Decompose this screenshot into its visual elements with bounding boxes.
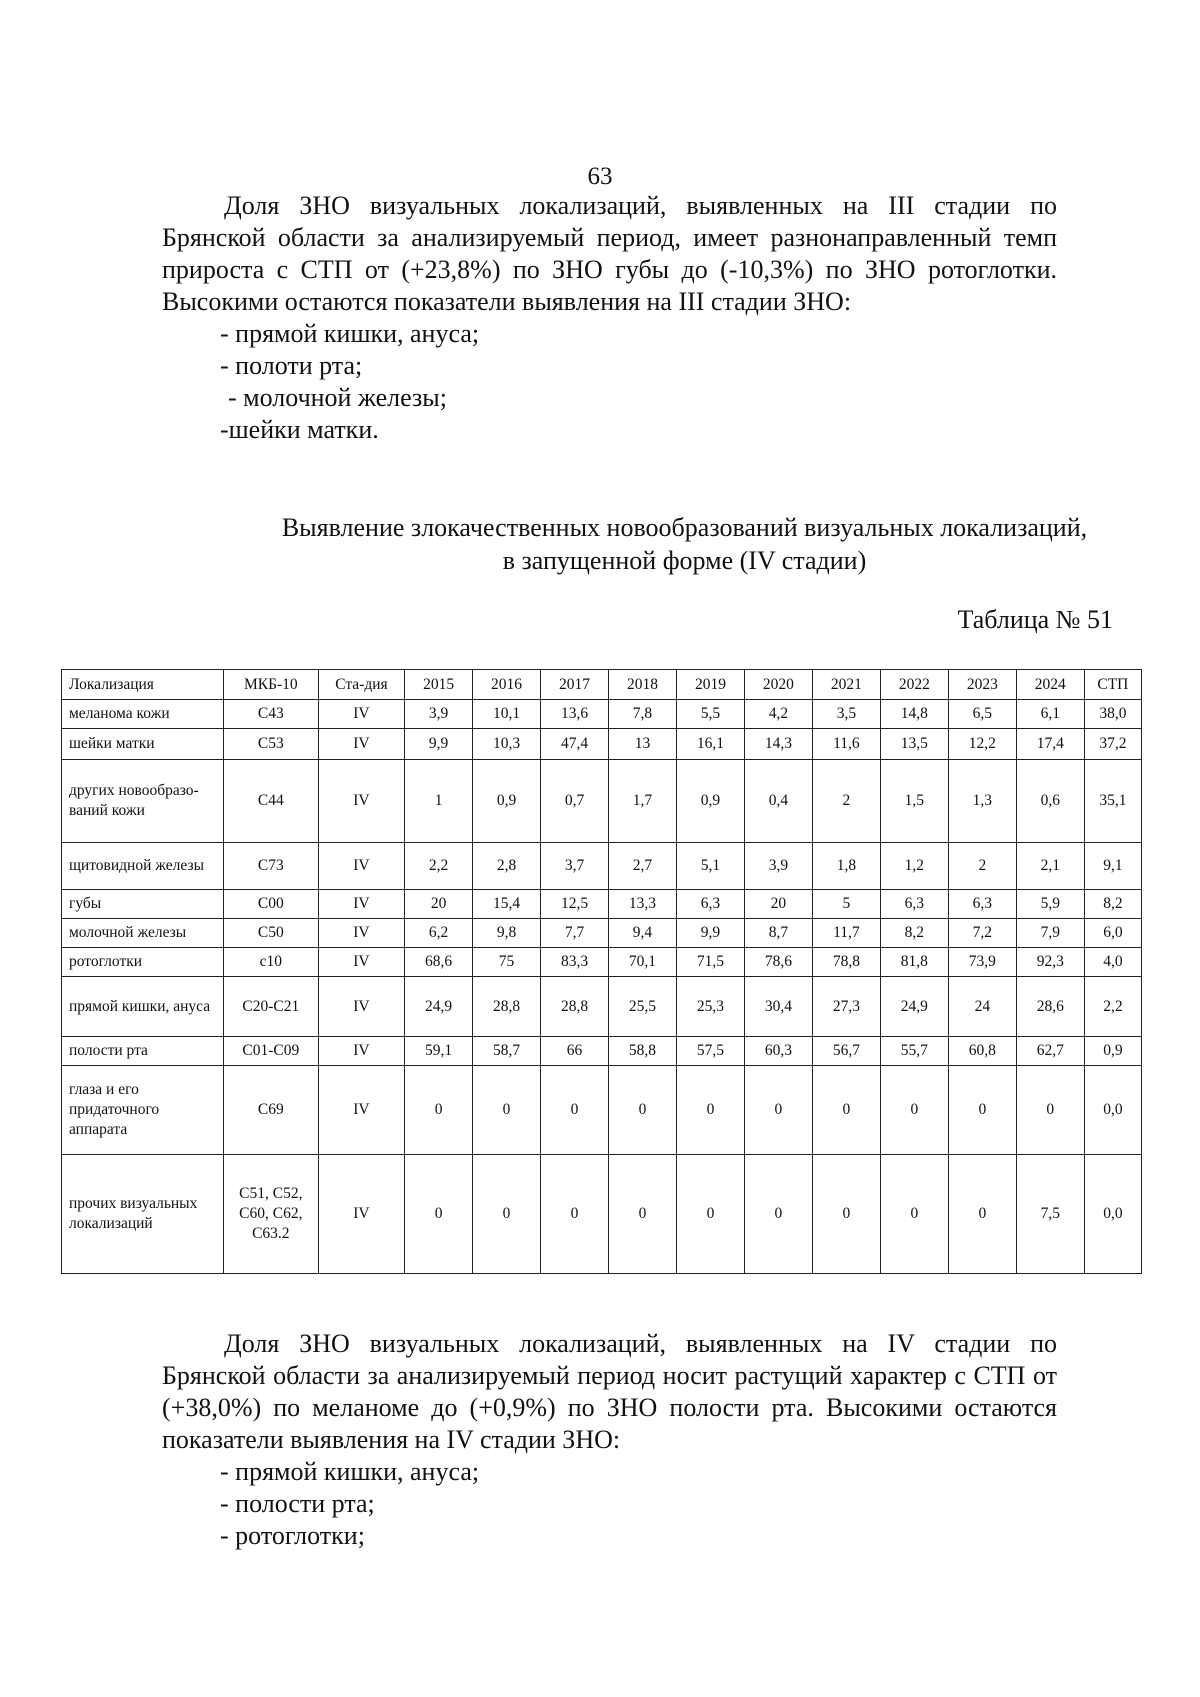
table-cell: 0	[405, 1155, 473, 1274]
table-cell: 28,8	[473, 977, 541, 1037]
table-cell: 11,7	[812, 919, 880, 948]
table-cell: 17,4	[1016, 729, 1084, 760]
table-cell: 15,4	[473, 890, 541, 919]
table-cell: 6,1	[1016, 700, 1084, 729]
table-header-cell: Локализация	[62, 670, 224, 700]
table-cell: 75	[473, 948, 541, 977]
table-cell: 6,3	[880, 890, 948, 919]
table-cell: 6,3	[676, 890, 744, 919]
table-cell: 3,9	[405, 700, 473, 729]
table-cell: 1,3	[948, 760, 1016, 843]
table-cell: 38,0	[1084, 700, 1141, 729]
table-cell: 73,9	[948, 948, 1016, 977]
stage3-list	[220, 318, 479, 446]
table-cell: 3,5	[812, 700, 880, 729]
table-cell: 9,9	[676, 919, 744, 948]
table-cell: 2,2	[405, 843, 473, 890]
intro-paragraph: Доля ЗНО визуальных локализаций, выявленных на III стадии по Брянской области за анализируемый период, имеет разнонаправленный темп прироста с СТП от (+23,8%) по ЗНО губы до (-10,3%) по ЗНО ротоглотки. Высокими остаются показатели выявления на III стадии ЗНО:	[162, 191, 1057, 316]
table-cell: C20-C21	[223, 977, 318, 1037]
table-cell: 7,2	[948, 919, 1016, 948]
table-row	[62, 919, 1142, 948]
table-cell: IV	[318, 1037, 404, 1066]
table-header-cell: 2016	[473, 670, 541, 700]
table-cell: IV	[318, 1066, 404, 1155]
table-cell: меланома кожи	[62, 700, 224, 729]
table-row	[62, 890, 1142, 919]
table-cell: 78,6	[744, 948, 812, 977]
table-cell: 14,3	[744, 729, 812, 760]
table-cell: 14,8	[880, 700, 948, 729]
table-cell: 78,8	[812, 948, 880, 977]
table-header-cell: 2018	[608, 670, 676, 700]
table-cell: 0,4	[744, 760, 812, 843]
table-cell: 24	[948, 977, 1016, 1037]
table-cell: C53	[223, 729, 318, 760]
table-cell: 4,2	[744, 700, 812, 729]
table-cell: 0	[608, 1155, 676, 1274]
table-cell: 24,9	[880, 977, 948, 1037]
table-cell: 0	[541, 1155, 609, 1274]
table-cell: C73	[223, 843, 318, 890]
table-row	[62, 843, 1142, 890]
table-header-row	[62, 670, 1142, 700]
table-cell: 2,8	[473, 843, 541, 890]
table-cell: глаза и его придаточного аппарата	[62, 1066, 224, 1155]
table-cell: 55,7	[880, 1037, 948, 1066]
table-cell: 0	[1016, 1066, 1084, 1155]
table-cell: 60,3	[744, 1037, 812, 1066]
table-cell: 6,0	[1084, 919, 1141, 948]
list-item: - ротоглотки;	[220, 1521, 365, 1550]
table-cell: 12,2	[948, 729, 1016, 760]
table-cell: 30,4	[744, 977, 812, 1037]
table-cell: 27,3	[812, 977, 880, 1037]
table-cell: 25,3	[676, 977, 744, 1037]
table-cell: ротоглотки	[62, 948, 224, 977]
table-header-cell: 2019	[676, 670, 744, 700]
table-cell: губы	[62, 890, 224, 919]
table-cell: 1,7	[608, 760, 676, 843]
table-cell: 6,2	[405, 919, 473, 948]
table-header-cell: 2015	[405, 670, 473, 700]
table-cell: 62,7	[1016, 1037, 1084, 1066]
table-cell: шейки матки	[62, 729, 224, 760]
table-cell: 13,6	[541, 700, 609, 729]
conclusion-paragraph: Доля ЗНО визуальных локализаций, выявленных на IV стадии по Брянской области за анализируемый период носит растущий характер с СТП от (+38,0%) по меланоме до (+0,9%) по ЗНО полости рта. Высокими остаются показатели выявления на IV стадии ЗНО:	[162, 1329, 1057, 1454]
table-cell: 0	[405, 1066, 473, 1155]
table-cell: 5	[812, 890, 880, 919]
table-cell: 2,7	[608, 843, 676, 890]
table-cell: 2,2	[1084, 977, 1141, 1037]
table-cell: 60,8	[948, 1037, 1016, 1066]
table-cell: 8,2	[880, 919, 948, 948]
table-cell: 71,5	[676, 948, 744, 977]
table-cell: 13	[608, 729, 676, 760]
table-cell: 1,2	[880, 843, 948, 890]
table-cell: 1	[405, 760, 473, 843]
table-cell: 16,1	[676, 729, 744, 760]
table-row	[62, 1037, 1142, 1066]
table-cell: 25,5	[608, 977, 676, 1037]
table-cell: 2	[812, 760, 880, 843]
table-row	[62, 729, 1142, 760]
table-cell: 13,3	[608, 890, 676, 919]
table-cell: IV	[318, 919, 404, 948]
table-cell: 6,3	[948, 890, 1016, 919]
table-cell: 9,9	[405, 729, 473, 760]
table-header-cell: 2022	[880, 670, 948, 700]
heading-line-2: в запущенной форме (IV стадии)	[502, 546, 867, 575]
table-cell: 0	[541, 1066, 609, 1155]
table-row	[62, 1155, 1142, 1274]
table-cell: 0	[812, 1066, 880, 1155]
table-cell: C01-C09	[223, 1037, 318, 1066]
table-cell: C00	[223, 890, 318, 919]
table-cell: 6,5	[948, 700, 1016, 729]
table-cell: C69	[223, 1066, 318, 1155]
table-cell: IV	[318, 977, 404, 1037]
table-cell: 5,1	[676, 843, 744, 890]
table-header-cell: МКБ-10	[223, 670, 318, 700]
table-header-cell: 2017	[541, 670, 609, 700]
table-row	[62, 977, 1142, 1037]
table-cell: 0	[608, 1066, 676, 1155]
table-cell: 7,9	[1016, 919, 1084, 948]
table-cell: 58,8	[608, 1037, 676, 1066]
table-cell: 13,5	[880, 729, 948, 760]
table-cell: 0	[473, 1066, 541, 1155]
table-cell: 5,5	[676, 700, 744, 729]
heading-line-1: Выявление злокачественных новообразований визуальных локализаций,	[281, 513, 1088, 542]
table-cell: 7,5	[1016, 1155, 1084, 1274]
table-cell: 0,0	[1084, 1066, 1141, 1155]
table-cell: 3,7	[541, 843, 609, 890]
list-item: -шейки матки.	[220, 415, 379, 444]
table-cell: 0	[744, 1155, 812, 1274]
list-item: - прямой кишки, ануса;	[220, 1457, 480, 1486]
table-cell: C50	[223, 919, 318, 948]
table-cell: 11,6	[812, 729, 880, 760]
table-cell: 9,4	[608, 919, 676, 948]
table-cell: 0	[948, 1066, 1016, 1155]
table-cell: 0,0	[1084, 1155, 1141, 1274]
list-item: - прямой кишки, ануса;	[220, 319, 480, 348]
table-cell: 47,4	[541, 729, 609, 760]
table-cell: 12,5	[541, 890, 609, 919]
table-cell: 58,7	[473, 1037, 541, 1066]
table-cell: 0	[744, 1066, 812, 1155]
table-cell: полости рта	[62, 1037, 224, 1066]
table-cell: щитовидной железы	[62, 843, 224, 890]
table-header-cell: 2023	[948, 670, 1016, 700]
table-cell: 2,1	[1016, 843, 1084, 890]
table-cell: 0	[676, 1066, 744, 1155]
section-heading	[262, 511, 1107, 577]
table-cell: IV	[318, 890, 404, 919]
table-cell: C43	[223, 700, 318, 729]
table-cell: IV	[318, 760, 404, 843]
table-cell: других новообразо-ваний кожи	[62, 760, 224, 843]
table-cell: 0	[473, 1155, 541, 1274]
table-cell: IV	[318, 948, 404, 977]
table-cell: 0,9	[676, 760, 744, 843]
table-cell: C44	[223, 760, 318, 843]
table-cell: прямой кишки, ануса	[62, 977, 224, 1037]
table-header-cell: Ста-дия	[318, 670, 404, 700]
table-cell: 0	[676, 1155, 744, 1274]
table-cell: 70,1	[608, 948, 676, 977]
table-cell: молочной железы	[62, 919, 224, 948]
table-cell: 0,9	[473, 760, 541, 843]
table-cell: 9,1	[1084, 843, 1141, 890]
table-row	[62, 948, 1142, 977]
table-cell: 37,2	[1084, 729, 1141, 760]
data-table	[61, 669, 1142, 1274]
table-cell: 56,7	[812, 1037, 880, 1066]
table-cell: 9,8	[473, 919, 541, 948]
table-cell: 8,7	[744, 919, 812, 948]
table-cell: 20	[405, 890, 473, 919]
table-cell: IV	[318, 729, 404, 760]
table-row	[62, 700, 1142, 729]
table-cell: 28,6	[1016, 977, 1084, 1037]
table-cell: 35,1	[1084, 760, 1141, 843]
table-cell: 92,3	[1016, 948, 1084, 977]
table-cell: 10,1	[473, 700, 541, 729]
table-cell: IV	[318, 700, 404, 729]
table-cell: 81,8	[880, 948, 948, 977]
table-cell: 0,7	[541, 760, 609, 843]
table-row	[62, 760, 1142, 843]
list-item: - полости рта;	[220, 1489, 375, 1518]
list-item: - молочной железы;	[228, 383, 447, 412]
table-cell: 28,8	[541, 977, 609, 1037]
table-cell: c10	[223, 948, 318, 977]
table-cell: 2	[948, 843, 1016, 890]
table-row	[62, 1066, 1142, 1155]
table-cell: 7,7	[541, 919, 609, 948]
table-cell: 0	[880, 1155, 948, 1274]
table-cell: C51, C52, C60, C62, C63.2	[223, 1155, 318, 1274]
table-cell: 5,9	[1016, 890, 1084, 919]
table-cell: прочих визуальных локализаций	[62, 1155, 224, 1274]
table-header-cell: 2020	[744, 670, 812, 700]
table-cell: 68,6	[405, 948, 473, 977]
table-header-cell: 2021	[812, 670, 880, 700]
table-cell: 57,5	[676, 1037, 744, 1066]
table-cell: IV	[318, 843, 404, 890]
table-cell: 1,5	[880, 760, 948, 843]
table-cell: 4,0	[1084, 948, 1141, 977]
table-cell: 3,9	[744, 843, 812, 890]
table-cell: 8,2	[1084, 890, 1141, 919]
table-cell: 0	[948, 1155, 1016, 1274]
table-cell: IV	[318, 1155, 404, 1274]
stage4-list	[220, 1456, 479, 1552]
table-cell: 0	[880, 1066, 948, 1155]
table-cell: 10,3	[473, 729, 541, 760]
table-cell: 7,8	[608, 700, 676, 729]
table-cell: 66	[541, 1037, 609, 1066]
table-cell: 0,9	[1084, 1037, 1141, 1066]
list-item: - полоти рта;	[220, 351, 363, 380]
table-header-cell: СТП	[1084, 670, 1141, 700]
table-cell: 0	[812, 1155, 880, 1274]
table-caption: Таблица № 51	[957, 605, 1113, 634]
page-number: 63	[587, 163, 613, 190]
table-cell: 24,9	[405, 977, 473, 1037]
table-cell: 1,8	[812, 843, 880, 890]
table-cell: 83,3	[541, 948, 609, 977]
table-header-cell: 2024	[1016, 670, 1084, 700]
table-cell: 59,1	[405, 1037, 473, 1066]
table-cell: 20	[744, 890, 812, 919]
table-cell: 0,6	[1016, 760, 1084, 843]
